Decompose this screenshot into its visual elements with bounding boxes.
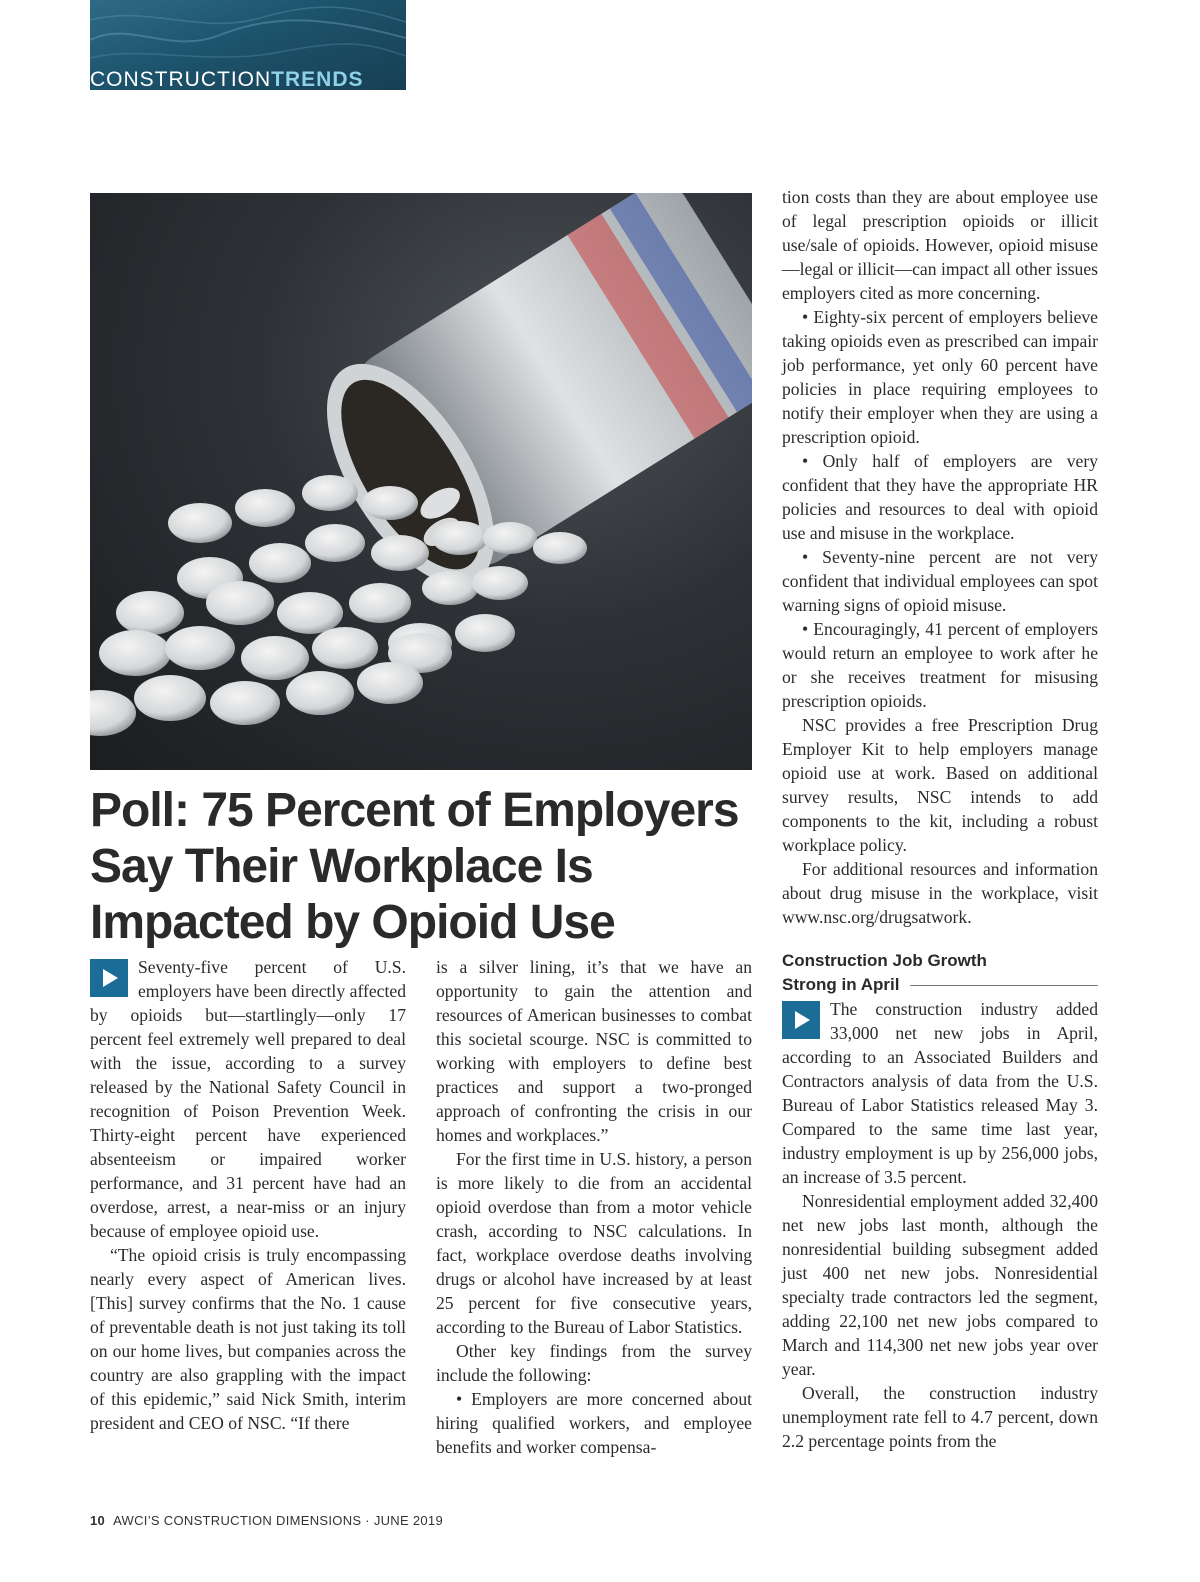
job-growth-lead — [782, 997, 1098, 1189]
paragraph-resources: For additional resources and information about drug misuse in the workplace, visit www.nsc.org/drugsatwork. — [782, 859, 1098, 927]
play-arrow-icon — [90, 959, 128, 997]
job-growth-lead-text: The construction industry added 33,000 net new jobs in April, according to an Associated Builders and Contractors analysis of data from the U.S. Bureau of Labor Statistics released May 3. Compared to the same time last year, industry employment is up by 256,000 jobs, an increase of 3.5 percent. — [782, 999, 1098, 1187]
article-column-1 — [90, 955, 406, 1435]
subhead-job-growth — [782, 949, 1098, 997]
headline-line-3: Impacted by Opioid Use — [90, 896, 615, 949]
bullet-seventy-nine: • Seventy-nine percent are not very confident that individual employees can spot warning signs of opioid misuse. — [782, 547, 1098, 615]
pill-bottle-photo — [90, 193, 752, 770]
bullet-hiring-continued: tion costs than they are about employee use of legal prescription opioids or illicit use/sale of opioids. However, opioid misuse—legal or illicit—can impact all other issues employers cited as more concerning. — [782, 187, 1098, 303]
paragraph-unemployment: Overall, the construction industry unemployment rate fell to 4.7 percent, down 2.2 percentage points from the — [782, 1383, 1098, 1451]
paragraph-first-time: For the first time in U.S. history, a person is more likely to die from an accidental opioid overdose than from a motor vehicle crash, according to NSC calculations. In fact, workplace overdose deaths involving drugs or alcohol have increased by at least 25 percent for five consecutive years, according to the Bureau of Labor Statistics. — [436, 1149, 752, 1337]
play-arrow-icon — [782, 1001, 820, 1039]
page-number: 10 — [90, 1513, 106, 1528]
quote-paragraph: “The opioid crisis is truly encompassing nearly every aspect of American lives. [This] survey confirms that the No. 1 cause of preventable death is not just taking its toll on our home lives, but companies across the country are also grappling with the impact of this epidemic,” said Nick Smith, interim president and CEO of NSC. “If there — [90, 1245, 406, 1433]
section-label-bold: TRENDS — [271, 68, 364, 91]
quote-continuation: is a silver lining, it’s that we have an opportunity to gain the attention and resources of American businesses to combat this societal scourge. NSC is committed to working with employers to define best practices and support a two-pronged approach of confronting the crisis in our homes and workplaces.” — [436, 957, 752, 1145]
article-headline — [90, 783, 752, 951]
paragraph-key-findings: Other key findings from the survey include the following: — [436, 1341, 752, 1385]
paragraph-nsc-kit: NSC provides a free Prescription Drug Employer Kit to help employers manage opioid use at work. Based on additional survey results, NSC intends to add components to the kit, including a robust workplace policy. — [782, 715, 1098, 855]
subhead-line-1: Construction Job Growth — [782, 951, 987, 970]
publication-name: AWCI’S CONSTRUCTION DIMENSIONS · JUNE 2019 — [113, 1513, 443, 1528]
bullet-eighty-six: • Eighty-six percent of employers believe taking opioids even as prescribed can impair job performance, yet only 60 percent have policies in place requiring employees to notify their employer when they are using a prescription opioid. — [782, 307, 1098, 447]
headline-line-1: Poll: 75 Percent of Employers — [90, 784, 739, 837]
paragraph-nonresidential: Nonresidential employment added 32,400 net new jobs last month, although the nonresidential building subsegment added just 400 net new jobs. Nonresidential specialty trade contractors led the segment, adding 22,100 net new jobs compared to March and 114,300 net new jobs year over year. — [782, 1191, 1098, 1379]
lead-paragraph-text: Seventy-five percent of U.S. employers have been directly affected by opioids but—startlingly—only 17 percent feel extremely well prepared to deal with the issue, according to a survey released by the National Safety Council in recognition of Poison Prevention Week. Thirty-eight percent have experienced absenteeism or impaired worker performance, and 31 percent have had an overdose, arrest, a near-miss or an injury because of employee opioid use. — [90, 957, 406, 1241]
section-label-light: CONSTRUCTION — [90, 68, 272, 91]
wave-texture-icon — [90, 0, 406, 70]
article-column-3 — [782, 185, 1098, 1453]
lead-paragraph — [90, 955, 406, 1243]
headline-line-2: Say Their Workplace Is — [90, 840, 593, 893]
bullet-encouragingly: • Encouragingly, 41 percent of employers would return an employee to work after he or she receives treatment for misusing prescription opioids. — [782, 619, 1098, 711]
page-footer — [90, 1513, 443, 1528]
section-label — [90, 68, 364, 92]
article-column-2 — [436, 955, 752, 1459]
subhead-line-2: Strong in April — [782, 973, 1098, 997]
bullet-only-half: • Only half of employers are very confident that they have the appropriate HR policies and resources to deal with opioid use and misuse in the workplace. — [782, 451, 1098, 543]
bullet-hiring: • Employers are more concerned about hiring qualified workers, and employee benefits and worker compensa- — [436, 1389, 752, 1457]
